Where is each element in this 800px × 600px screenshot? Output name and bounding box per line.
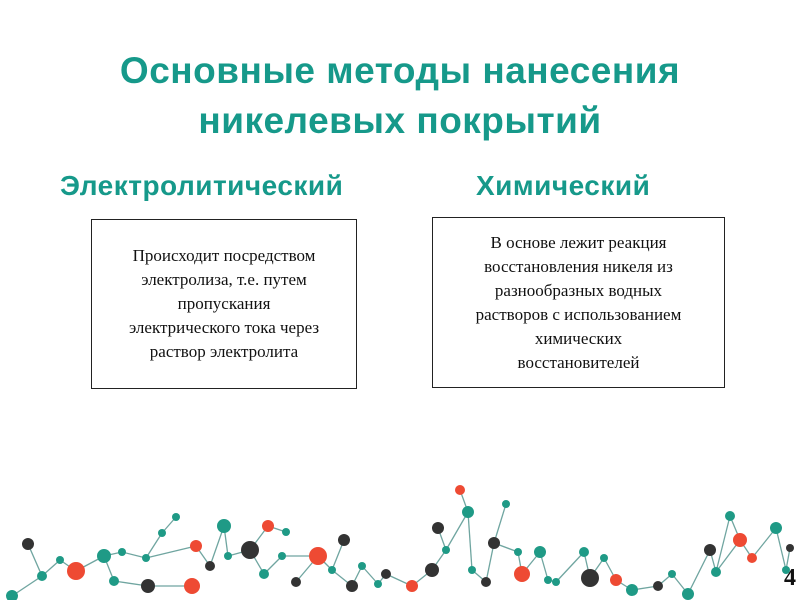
- molecule-atom: [56, 556, 64, 564]
- molecule-atom: [309, 547, 327, 565]
- molecule-atom: [770, 522, 782, 534]
- molecule-atom: [579, 547, 589, 557]
- molecule-atom: [172, 513, 180, 521]
- molecule-atom: [581, 569, 599, 587]
- molecule-atom: [241, 541, 259, 559]
- molecule-atom: [682, 588, 694, 600]
- molecule-atom: [381, 569, 391, 579]
- molecule-atom: [786, 544, 794, 552]
- molecule-atom: [425, 563, 439, 577]
- molecule-atom: [205, 561, 215, 571]
- method-heading-electrolytic: Электролитический: [60, 170, 344, 201]
- molecule-atom: [481, 577, 491, 587]
- molecule-bond: [468, 512, 472, 570]
- molecule-atom: [346, 580, 358, 592]
- molecule-atom: [432, 522, 444, 534]
- molecule-atom: [37, 571, 47, 581]
- molecule-atom: [514, 566, 530, 582]
- molecule-atom: [374, 580, 382, 588]
- method-heading-chemical: Химический: [476, 170, 651, 201]
- molecule-bond: [146, 546, 196, 558]
- molecule-atom: [462, 506, 474, 518]
- molecule-bond: [446, 512, 468, 550]
- molecule-atom: [282, 528, 290, 536]
- molecule-atom: [488, 537, 500, 549]
- molecule-network-decoration: [0, 470, 800, 600]
- molecule-atom: [184, 578, 200, 594]
- molecule-atom: [704, 544, 716, 556]
- molecule-atom: [725, 511, 735, 521]
- molecule-atom: [514, 548, 522, 556]
- molecule-atom: [217, 519, 231, 533]
- molecule-atom: [455, 485, 465, 495]
- molecule-atom: [224, 552, 232, 560]
- molecule-atom: [711, 567, 721, 577]
- molecule-bond: [494, 504, 506, 543]
- molecule-atom: [358, 562, 366, 570]
- molecule-atom: [534, 546, 546, 558]
- molecule-atom: [190, 540, 202, 552]
- molecule-atom: [97, 549, 111, 563]
- molecule-atom: [600, 554, 608, 562]
- molecule-atom: [158, 529, 166, 537]
- molecule-bond: [776, 528, 786, 570]
- molecule-atom: [109, 576, 119, 586]
- molecule-atom: [733, 533, 747, 547]
- molecule-atom: [747, 553, 757, 563]
- molecule-atom: [406, 580, 418, 592]
- molecule-atom: [67, 562, 85, 580]
- molecule-atom: [328, 566, 336, 574]
- molecule-atom: [22, 538, 34, 550]
- molecule-bond: [688, 550, 710, 594]
- molecule-atom: [502, 500, 510, 508]
- molecule-atom: [544, 576, 552, 584]
- molecule-atom: [118, 548, 126, 556]
- method-description-chemical: [432, 217, 725, 388]
- molecule-atom: [262, 520, 274, 532]
- method-description-chemical-text: В основе лежит реакция восстановления никеля из разнообразных водных растворов с использованием химических восстановителей: [475, 232, 682, 372]
- molecule-atom: [552, 578, 560, 586]
- molecule-atom: [626, 584, 638, 596]
- method-description-electrolytic: [91, 219, 357, 389]
- molecule-atom: [668, 570, 676, 578]
- method-description-electrolytic-text: Происходит посредством электролиза, т.е. путем пропускания электрического тока через раствор электролита: [128, 246, 320, 361]
- molecule-atom: [442, 546, 450, 554]
- molecule-bonds: [12, 490, 790, 596]
- molecule-atom: [141, 579, 155, 593]
- molecule-atom: [278, 552, 286, 560]
- molecule-atom: [6, 590, 18, 600]
- molecule-atom: [142, 554, 150, 562]
- molecule-atom: [291, 577, 301, 587]
- molecule-atom: [259, 569, 269, 579]
- molecule-atom: [338, 534, 350, 546]
- molecule-atom: [610, 574, 622, 586]
- slide-title-text: Основные методы нанесения никелевых покрытий: [119, 50, 681, 141]
- page-number: 4: [784, 565, 796, 591]
- molecule-bond: [556, 552, 584, 582]
- slide-title: [0, 46, 800, 146]
- molecule-atom: [468, 566, 476, 574]
- molecule-atom: [653, 581, 663, 591]
